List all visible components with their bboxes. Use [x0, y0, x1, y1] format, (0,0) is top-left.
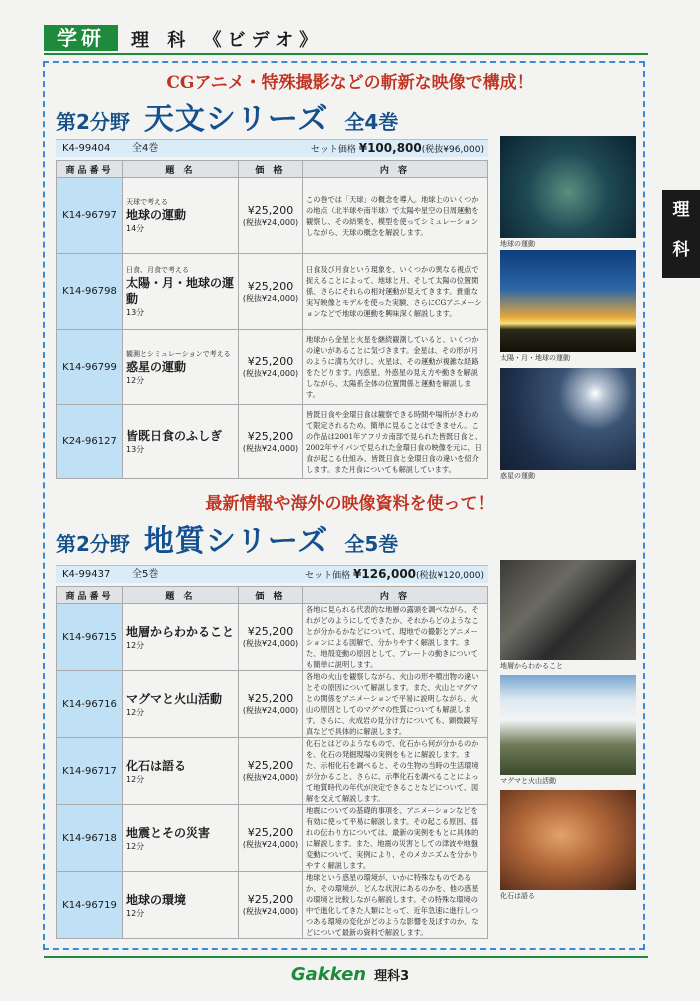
- photo-volcano: [500, 675, 636, 786]
- col-header: 価 格: [239, 161, 303, 178]
- photo-caption: マグマと火山活動: [500, 777, 556, 785]
- section2-set-bar: K4-99437 全5巻 セット価格 ¥126,000(税抜¥120,000): [56, 565, 488, 583]
- description-cell: 地球という惑星の環境が、いかに特殊なものであるか、その環境が、どんな状況にあるのかを、他の惑星の環境と比較しながら解説します。その特殊な環境の中で進化してきた人類にとって、近年急速に進行しつつある環境の変化がどのような影響を及ぼすのか、などについて最新の資料で解説します。: [303, 872, 488, 939]
- page-header-title: 理 科 《ビデオ》: [131, 30, 324, 51]
- section2-series-title: 第2分野 地質シリーズ 全5巻: [56, 524, 399, 559]
- col-header: 商品番号: [57, 587, 123, 604]
- price-cell: ¥25,200 (税抜¥24,000): [239, 178, 303, 254]
- title-cell: 皆既日食のふしぎ 13分: [123, 405, 239, 479]
- description-cell: 皆既日食や金環日食は観察できる時間や場所がきわめて限定されるため、簡単に見ることはできません。この作品は2001年アフリカ南部で見られた皆既日食と、2002年サイパンで見られた金環日食の映像を元に、日食が起こる仕組み、皆既日食と金環日食の違いを紹介します。また月食についても解説しています。: [303, 405, 488, 479]
- photo-earth-motion: [500, 136, 636, 249]
- table-row: [57, 872, 488, 939]
- table-row: [57, 254, 488, 330]
- price-cell: ¥25,200 (税抜¥24,000): [239, 872, 303, 939]
- product-code: K14-96797: [57, 178, 123, 254]
- title-cell: 日食、月食で考える 太陽・月・地球の運動 13分: [123, 254, 239, 330]
- price-cell: ¥25,200 (税抜¥24,000): [239, 254, 303, 330]
- show-through-text: [360, 24, 648, 50]
- description-cell: 化石とはどのようなもので、化石から何が分かるのかを、化石の発掘現場の実例をもとに解説します。また、示相化石を調べると、その生物の当時の生活環境が分かること、さらに、示準化石を調べることによって地質時代の年代が決定できることなどについて、図解を交えて解説します。: [303, 738, 488, 805]
- title-cell: 地震とその災害 12分: [123, 805, 239, 872]
- photo-caption: 地層からわかること: [500, 662, 563, 670]
- price-cell: ¥25,200 (税抜¥24,000): [239, 738, 303, 805]
- footer-rule: [44, 956, 648, 958]
- price-cell: ¥25,200 (税抜¥24,000): [239, 671, 303, 738]
- photo-fossil: [500, 790, 636, 901]
- section1-table: [56, 160, 488, 479]
- photo-caption: 化石は語る: [500, 892, 535, 900]
- table-row: [57, 738, 488, 805]
- col-header: 題 名: [123, 587, 239, 604]
- col-header: 商品番号: [57, 161, 123, 178]
- col-header: 価 格: [239, 587, 303, 604]
- page-label: 理科3: [374, 969, 410, 984]
- product-code: K14-96798: [57, 254, 123, 330]
- table-header-row: [57, 161, 488, 178]
- header-rule: [44, 53, 648, 55]
- title-cell: マグマと火山活動 12分: [123, 671, 239, 738]
- title-cell: 化石は語る 12分: [123, 738, 239, 805]
- section2-table: [56, 586, 488, 939]
- section2-tagline: 最新情報や海外の映像資料を使って！: [205, 494, 495, 514]
- description-cell: 各地の火山を観察しながら、火山の形や噴出物の違いとその原因について解説します。また、火山とマグマとの関係をアニメーションで平易に説明しながら、火山の原因としてのマグマの性質についても解説します。さらに、火成岩の見分け方についても、顕微鏡写真などで具体的に解説します。: [303, 671, 488, 738]
- product-code: K14-96719: [57, 872, 123, 939]
- title-cell: 地層からわかること 12分: [123, 604, 239, 671]
- table-row: [57, 604, 488, 671]
- description-cell: この巻では「天球」の概念を導入。地球上のいくつかの地点（北半球や南半球）で太陽や星空の日周運動を観察し、その結果を、模型を使ってシミュレーションしながら、天球の概念を解説します。: [303, 178, 488, 254]
- price-cell: ¥25,200 (税抜¥24,000): [239, 604, 303, 671]
- table-row: [57, 405, 488, 479]
- section1-tagline: CGアニメ・特殊撮影などの斬新な映像で構成！: [166, 73, 534, 93]
- photo-caption: 地球の運動: [500, 240, 535, 248]
- table-row: [57, 178, 488, 254]
- photo-caption: 太陽・月・地球の運動: [500, 354, 570, 362]
- col-header: 内 容: [303, 161, 488, 178]
- table-row: [57, 671, 488, 738]
- section1-set-bar: K4-99404 全4巻 セット価格 ¥100,800(税抜¥96,000): [56, 139, 488, 157]
- description-cell: 地震についての基礎的事項を、アニメーションなどを有効に使って平易に解説します。その起こる原因、揺れの伝わり方については、最新の実例をもとに具体的に解説します。また、地震の災害としての津波や地盤変動について、実例により、そのメカニズムを分かりやすく解説します。: [303, 805, 488, 872]
- section1-series-title: 第2分野 天文シリーズ 全4巻: [56, 102, 399, 137]
- gakken-logo: Gakken: [290, 964, 367, 985]
- product-code: K14-96716: [57, 671, 123, 738]
- photo-sun-moon-earth: [500, 250, 636, 363]
- col-header: 題 名: [123, 161, 239, 178]
- title-cell: 観測とシミュレーションで考える 惑星の運動 12分: [123, 330, 239, 405]
- title-cell: 地球の環境 12分: [123, 872, 239, 939]
- table-header-row: [57, 587, 488, 604]
- col-header: 内 容: [303, 587, 488, 604]
- photo-caption: 惑星の運動: [500, 472, 535, 480]
- table-row: [57, 805, 488, 872]
- price-cell: ¥25,200 (税抜¥24,000): [239, 805, 303, 872]
- product-code: K24-96127: [57, 405, 123, 479]
- product-code: K14-96715: [57, 604, 123, 671]
- subject-side-tab: 理 科: [662, 190, 700, 278]
- product-code: K14-96718: [57, 805, 123, 872]
- photo-planet-motion: [500, 368, 636, 481]
- description-cell: 地球から金星と火星を継続観測していると、いくつかの違いがあることに気づきます。金星は、その形が月のように満ち欠けし、火星は、その運動が複雑な経路をたどります。内惑星、外惑星の見え方や動きを解説しながら、太陽系全体の位置関係と運動を解説します。: [303, 330, 488, 405]
- footer: [0, 964, 700, 985]
- title-cell: 天球で考える 地球の運動 14分: [123, 178, 239, 254]
- product-code: K14-96717: [57, 738, 123, 805]
- table-row: [57, 330, 488, 405]
- description-cell: 各地に見られる代表的な地層の露頭を調べながら、それがどのようにしてできたか、それからどのようなことが分かるかなどについて、現地での撮影とアニメーションによる図解で、分かりやすく解説します。また、地殻変動の原因として、プレートの動きについても簡単に説明します。: [303, 604, 488, 671]
- photo-strata: [500, 560, 636, 671]
- product-code: K14-96799: [57, 330, 123, 405]
- category-badge: 学研: [44, 25, 118, 51]
- price-cell: ¥25,200 (税抜¥24,000): [239, 405, 303, 479]
- description-cell: 日食及び月食という現象を、いくつかの異なる視点で捉えることによって、地球と月、そして太陽の位置関係、さらにそれらの相対運動が見えてきます。貴重な実写映像とモデルを使った実験、さらにCGアニメーションなどで地球の運動を興味深く解説します。: [303, 254, 488, 330]
- price-cell: ¥25,200 (税抜¥24,000): [239, 330, 303, 405]
